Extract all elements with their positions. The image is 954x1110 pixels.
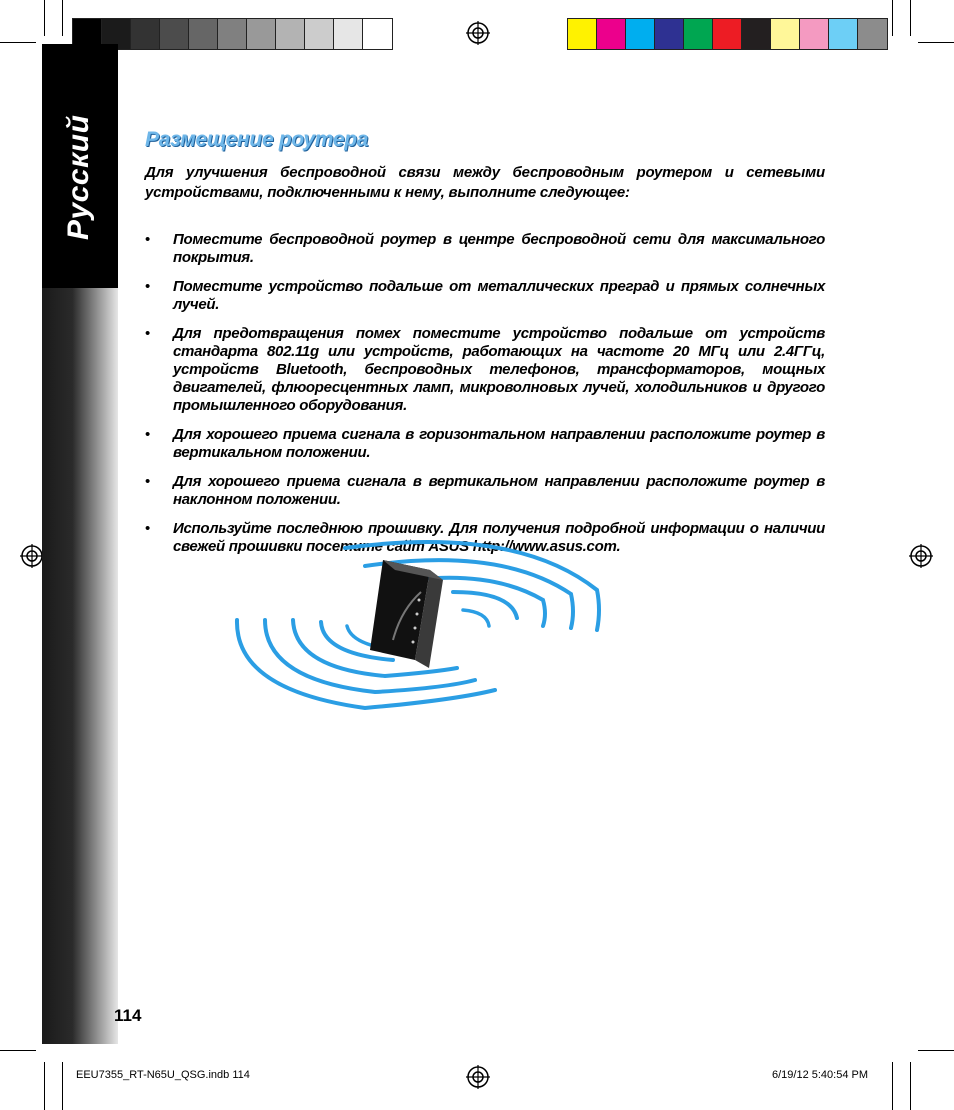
process-color-swatch (800, 19, 829, 49)
grayscale-swatch (334, 19, 363, 49)
process-color-swatch (742, 19, 771, 49)
list-item (145, 278, 825, 314)
process-color-swatch-bar (567, 18, 888, 50)
grayscale-swatch (247, 19, 276, 49)
list-item (145, 426, 825, 462)
grayscale-swatch-bar (72, 18, 393, 50)
registration-mark-icon (466, 21, 490, 45)
crop-mark (918, 42, 954, 43)
bullet-icon: • (145, 231, 150, 248)
grayscale-swatch (160, 19, 189, 49)
grayscale-swatch (363, 19, 392, 49)
crop-mark (910, 1062, 911, 1110)
bullet-icon: • (145, 473, 150, 490)
page-number: 114 (114, 1006, 142, 1025)
crop-mark (918, 1050, 954, 1051)
main-content (145, 128, 825, 567)
registration-mark-icon (466, 1065, 490, 1089)
bullet-icon: • (145, 426, 150, 443)
process-color-swatch (829, 19, 858, 49)
crop-mark (44, 0, 45, 36)
list-item-text: Используйте последнюю прошивку. Для получения подробной информации о наличии свежей прошивки посетите сайт ASUS http://www.asus.com. (173, 520, 825, 555)
crop-mark (892, 1062, 893, 1110)
crop-mark (44, 1062, 45, 1110)
grayscale-swatch (131, 19, 160, 49)
crop-mark (892, 0, 893, 36)
router-signal-illustration (225, 530, 615, 710)
grayscale-swatch (276, 19, 305, 49)
process-color-swatch (713, 19, 742, 49)
footer-file-info: EEU7355_RT-N65U_QSG.indb 114 (76, 1069, 250, 1081)
list-item-text: Поместите беспроводной роутер в центре беспроводной сети для максимального покрытия. (173, 231, 825, 266)
grayscale-swatch (218, 19, 247, 49)
crop-mark (62, 1062, 63, 1110)
list-item (145, 231, 825, 267)
list-item-text: Для хорошего приема сигнала в вертикальном направлении расположите роутер в наклонном положении. (173, 473, 825, 508)
process-color-swatch (771, 19, 800, 49)
list-item (145, 325, 825, 415)
grayscale-swatch (189, 19, 218, 49)
list-item-text: Для хорошего приема сигнала в горизонтальном направлении расположите роутер в вертикальном положении. (173, 426, 825, 461)
grayscale-swatch (305, 19, 334, 49)
crop-mark (910, 0, 911, 36)
crop-mark (0, 42, 36, 43)
section-intro: Для улучшения беспроводной связи между беспроводным роутером и сетевыми устройствами, подключенными к нему, выполните следующее: (145, 164, 825, 201)
section-title: Размещение роутера (145, 128, 369, 151)
process-color-swatch (626, 19, 655, 49)
registration-mark-icon (20, 544, 44, 568)
language-sidebar-gradient (42, 288, 118, 1044)
list-item (145, 473, 825, 509)
process-color-swatch (597, 19, 626, 49)
bullet-icon: • (145, 520, 150, 537)
list-item-text: Для предотвращения помех поместите устройство подальше от устройств стандарта 802.11g или устройств, работающих на частоте 20 МГц или 2.4ГГц, устройств Bluetooth, беспроводных телефонов, трансформаторов, мощных двигателей, флюоресцентных ламп, микроволновых лучей, холодильников и другого промышленного оборудования. (173, 325, 825, 414)
footer-timestamp: 6/19/12 5:40:54 PM (772, 1069, 869, 1081)
process-color-swatch (858, 19, 887, 49)
bullet-icon: • (145, 325, 150, 342)
process-color-swatch (684, 19, 713, 49)
process-color-swatch (655, 19, 684, 49)
process-color-swatch (568, 19, 597, 49)
list-item-text: Поместите устройство подальше от металлических преград и прямых солнечных лучей. (173, 278, 825, 313)
crop-mark (62, 0, 63, 36)
registration-mark-icon (909, 544, 933, 568)
tips-list (145, 231, 825, 556)
crop-mark (0, 1050, 36, 1051)
bullet-icon: • (145, 278, 150, 295)
